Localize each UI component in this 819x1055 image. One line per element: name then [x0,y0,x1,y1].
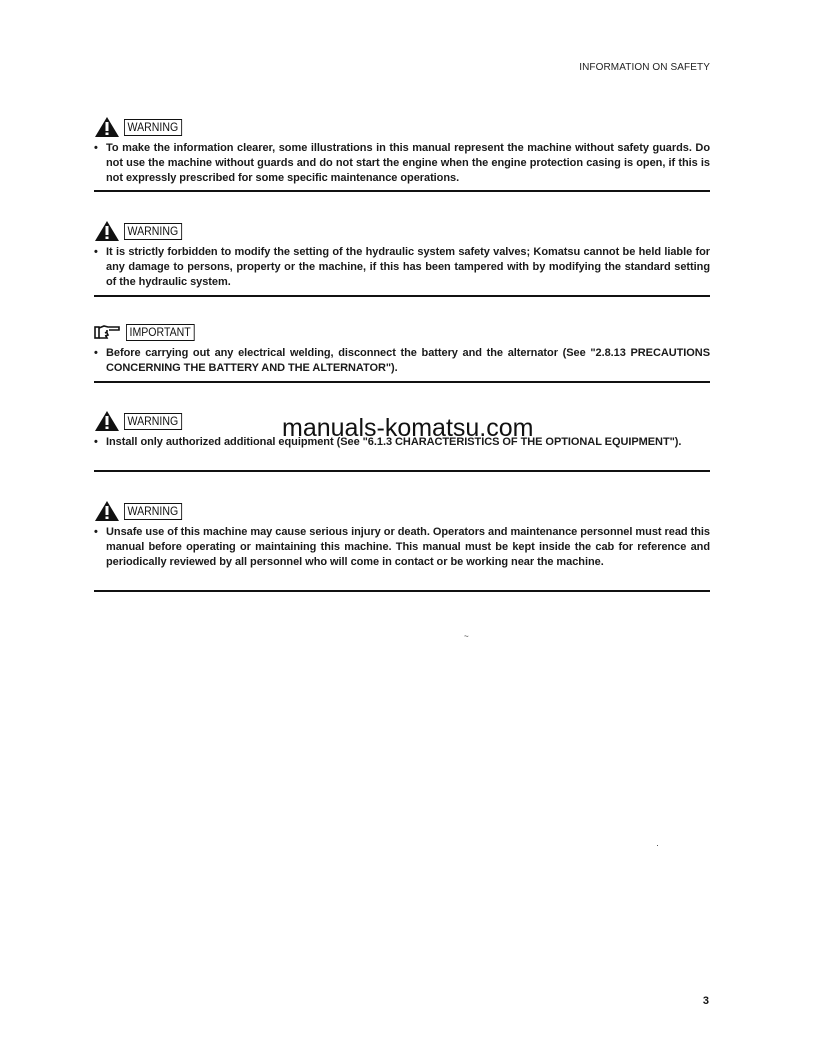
warning-label: WARNING [124,223,182,240]
warning-label: WARNING [124,119,182,136]
bullet: • [94,347,98,359]
notice-body: Unsafe use of this machine may cause serious injury or death. Operators and maintenance personnel must read this manual before operating or maintaining this machine. This manual must be kept inside the cab for reference and periodically reviewed by all personnel who will come in contact or be working near the machine. [106,526,710,568]
watermark: manuals-komatsu.com [282,414,534,442]
notice-body: Before carrying out any electrical welding, disconnect the battery and the alternator (See "2.8.13 PRECAUTIONS CONCERNING THE BATTERY AND THE ALTERNATOR"). [106,347,710,374]
important-label: IMPORTANT [126,324,194,341]
divider-rule [94,190,710,192]
bullet: • [94,142,98,154]
divider-rule [94,381,710,383]
scan-artifact: ~ [464,632,469,641]
warning-notice-2 [94,220,710,290]
notice-text [94,435,710,450]
warning-label: WARNING [124,413,182,430]
warning-notice-4 [94,500,710,570]
notice-label-row [94,116,710,138]
notice-label-row [94,220,710,242]
divider-rule [94,470,710,472]
notice-label-row [94,500,710,522]
page-number: 3 [702,995,709,1007]
notice-text [94,525,710,570]
notice-body: To make the information clearer, some illustrations in this manual represent the machine without safety guards. Do not use the machine without guards and do not start the engine when the engine protection casing is open, if this is not expressly prescribed for some specific maintenance operations. [106,142,710,184]
notice-text [94,141,710,186]
notice-body: Install only authorized additional equipment (See "6.1.3 CHARACTERISTICS OF THE OPTIONAL EQUIPMENT"). [106,436,682,448]
notice-body: It is strictly forbidden to modify the setting of the hydraulic system safety valves; Komatsu cannot be held liable for any damage to persons, property or the machine, if this has been tampered with by modifying the standard setting of the hydraulic system. [106,246,710,288]
notice-text [94,346,710,376]
divider-rule [94,295,710,297]
bullet: • [94,246,98,258]
section-header: INFORMATION ON SAFETY [579,62,710,73]
scan-artifact [657,845,658,846]
important-notice [94,321,710,376]
notice-label-row [94,321,710,343]
pointing-hand-icon [94,324,122,340]
notice-text [94,245,710,290]
warning-notice-1 [94,116,710,186]
warning-triangle-icon [94,220,120,242]
bullet: • [94,526,98,538]
warning-triangle-icon [94,500,120,522]
warning-notice-3 [94,410,710,450]
warning-triangle-icon [94,410,120,432]
warning-label: WARNING [124,503,182,520]
bullet: • [94,436,98,448]
divider-rule [94,590,710,592]
notice-label-row [94,410,710,432]
warning-triangle-icon [94,116,120,138]
